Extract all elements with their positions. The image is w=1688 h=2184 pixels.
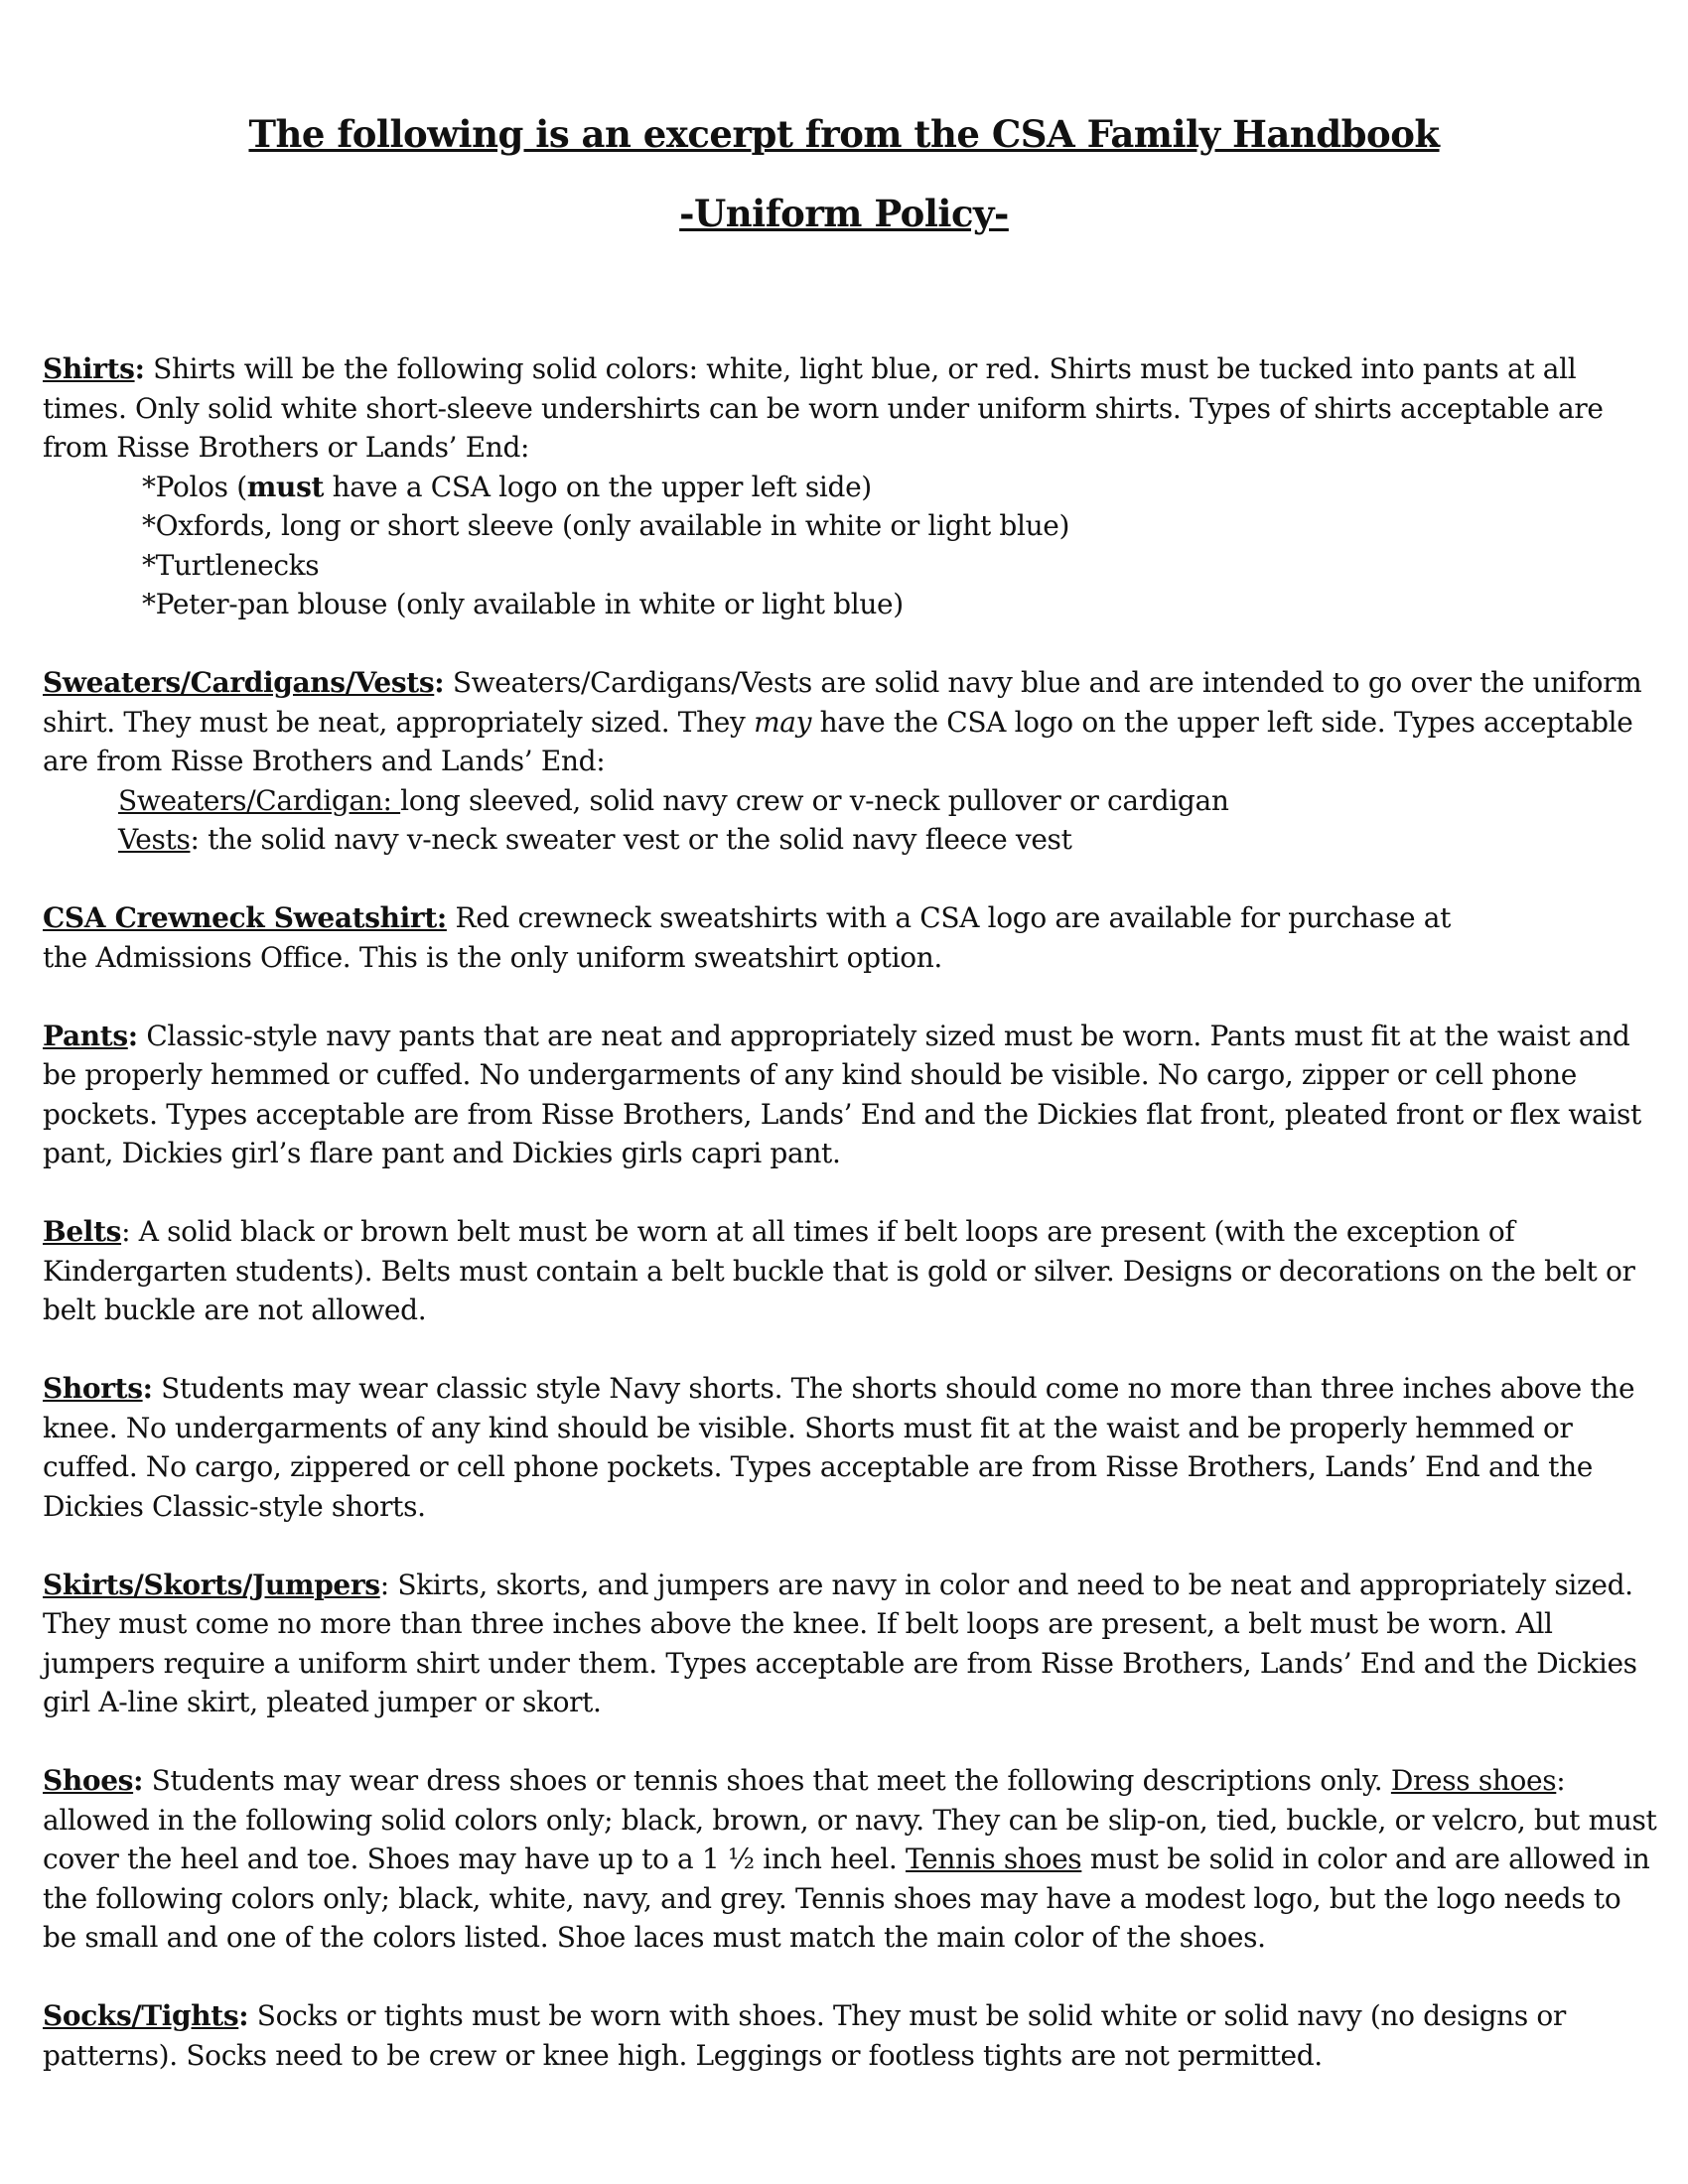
section-sweaters <box>43 663 1661 860</box>
section-socks <box>43 1996 1661 2075</box>
shorts-text: Students may wear classic style Navy shorts. The shorts should come no more than three inches above the knee. No undergarments of any kind should be visible. Shorts must fit at the waist and be properly hemmed or cuffed. No cargo, zippered or cell phone pockets. Types acceptable are from Risse Brothers, Lands’ End and the Dickies Classic-style shorts. <box>43 1372 1635 1523</box>
shorts-colon: : <box>142 1372 153 1405</box>
shoes-text-3: must be solid in color and are allowed in the following colors only; black, white, navy, and grey. Tennis shoes may have a modest logo, but the logo needs to be small and one of the colors listed. Shoe laces must match the main color of the shoes. <box>43 1843 1650 1954</box>
sweaters-text-1: Sweaters/Cardigans/Vests are solid navy blue and are intended to go over the uniform shirt. They must be neat, appropriately sized. They <box>43 666 1642 739</box>
page-title: The following is an excerpt from the CSA Family Handbook <box>248 112 1440 156</box>
belts-text: : A solid black or brown belt must be worn at all times if belt loops are present (with the exception of Kindergarten students). Belts must contain a belt buckle that is gold or silver. Designs or decorations on the belt or belt buckle are not allowed. <box>43 1215 1635 1326</box>
list-item-oxfords: *Oxfords, long or short sleeve (only available in white or light blue) <box>142 509 1070 542</box>
section-shirts <box>43 349 1661 624</box>
socks-text: Socks or tights must be worn with shoes. They must be solid white or solid navy (no designs or patterns). Socks need to be crew or knee high. Leggings or footless tights are not permitted. <box>43 1999 1566 2072</box>
list-item-turtlenecks: *Turtlenecks <box>142 548 320 582</box>
sweaters-item-text: long sleeved, solid navy crew or v-neck pullover or cardigan <box>400 783 1229 817</box>
list-item-peterpan: *Peter-pan blouse (only available in white or light blue) <box>142 588 904 620</box>
polos-text-bold: must <box>246 470 325 503</box>
polos-text-pre: *Polos ( <box>142 470 247 503</box>
belts-label: Belts <box>43 1215 122 1248</box>
shoes-colon: : <box>133 1764 144 1797</box>
sweaters-text-2: have the CSA logo on the upper left side. Types acceptable are from Risse Brothers and Lands’ End: <box>43 705 1633 777</box>
sweaters-colon: : <box>434 666 445 699</box>
dress-shoes-label: Dress shoes <box>1390 1764 1557 1797</box>
crewneck-text-1: Red crewneck sweatshirts with a CSA logo are available for purchase at <box>446 901 1451 934</box>
list-item-vests <box>43 820 1661 860</box>
section-pants <box>43 1017 1661 1173</box>
shorts-label: Shorts <box>43 1372 143 1405</box>
sweaters-paragraph <box>43 663 1661 781</box>
section-shoes <box>43 1761 1661 1958</box>
list-item-sweaters <box>43 781 1661 821</box>
pants-label: Pants <box>43 1019 128 1052</box>
crewneck-label: CSA Crewneck Sweatshirt: <box>43 901 447 934</box>
list-item-polos <box>43 468 1661 507</box>
shoes-label: Shoes <box>43 1764 134 1797</box>
shirts-label: Shirts <box>43 352 135 385</box>
socks-label: Socks/Tights <box>43 1999 239 2032</box>
section-crewneck <box>43 898 1661 977</box>
tennis-shoes-label: Tennis shoes <box>905 1843 1082 1875</box>
crewneck-line-1 <box>43 898 1661 938</box>
sweaters-italic-may: may <box>754 705 812 739</box>
crewneck-line-2: the Admissions Office. This is the only uniform sweatshirt option. <box>43 940 942 974</box>
polos-text-post: have a CSA logo on the upper left side) <box>324 470 872 503</box>
shirts-colon: : <box>134 352 145 385</box>
socks-colon: : <box>238 1999 249 2032</box>
shoes-text-1: Students may wear dress shoes or tennis shoes that meet the following descriptions only. <box>143 1764 1391 1797</box>
page-subtitle: -Uniform Policy- <box>679 192 1009 235</box>
vests-item-label: Vests <box>118 823 191 856</box>
sweaters-label: Sweaters/Cardigans/Vests <box>43 666 435 699</box>
sweaters-item-label: Sweaters/Cardigan: <box>118 783 401 817</box>
skirts-text: : Skirts, skorts, and jumpers are navy in color and need to be neat and appropriately sized. They must come no more than three inches above the knee. If belt loops are present, a belt must be worn. All jumpers require a uniform shirt under them. Types acceptable are from Risse Brothers, Lands’ End and the Dickies girl A-line skirt, pleated jumper or skort. <box>43 1568 1637 1718</box>
skirts-label: Skirts/Skorts/Jumpers <box>43 1568 380 1601</box>
shirts-text: Shirts will be the following solid colors: white, light blue, or red. Shirts must be tucked into pants at all times. Only solid white short-sleeve undershirts can be worn under uniform shirts. Types of shirts acceptable are from Risse Brothers or Lands’ End: <box>43 352 1604 464</box>
shirts-paragraph <box>43 349 1661 468</box>
section-skirts <box>43 1566 1661 1722</box>
section-shorts <box>43 1369 1661 1526</box>
vests-item-text: : the solid navy v-neck sweater vest or the solid navy fleece vest <box>190 823 1072 856</box>
pants-text: Classic-style navy pants that are neat and appropriately sized must be worn. Pants must fit at the waist and be properly hemmed or cuffed. No undergarments of any kind should be visible. No cargo, zipper or cell phone pockets. Types acceptable are from Risse Brothers, Lands’ End and the Dickies flat front, pleated front or flex waist pant, Dickies girl’s flare pant and Dickies girls capri pant. <box>43 1019 1641 1169</box>
policy-body <box>43 349 1661 2115</box>
shoes-text-2: : allowed in the following solid colors only; black, brown, or navy. They can be slip-on, tied, buckle, or velcro, but must cover the heel and toe. Shoes may have up to a 1 ½ inch heel. <box>43 1764 1657 1875</box>
section-belts <box>43 1212 1661 1330</box>
pants-colon: : <box>127 1019 138 1052</box>
